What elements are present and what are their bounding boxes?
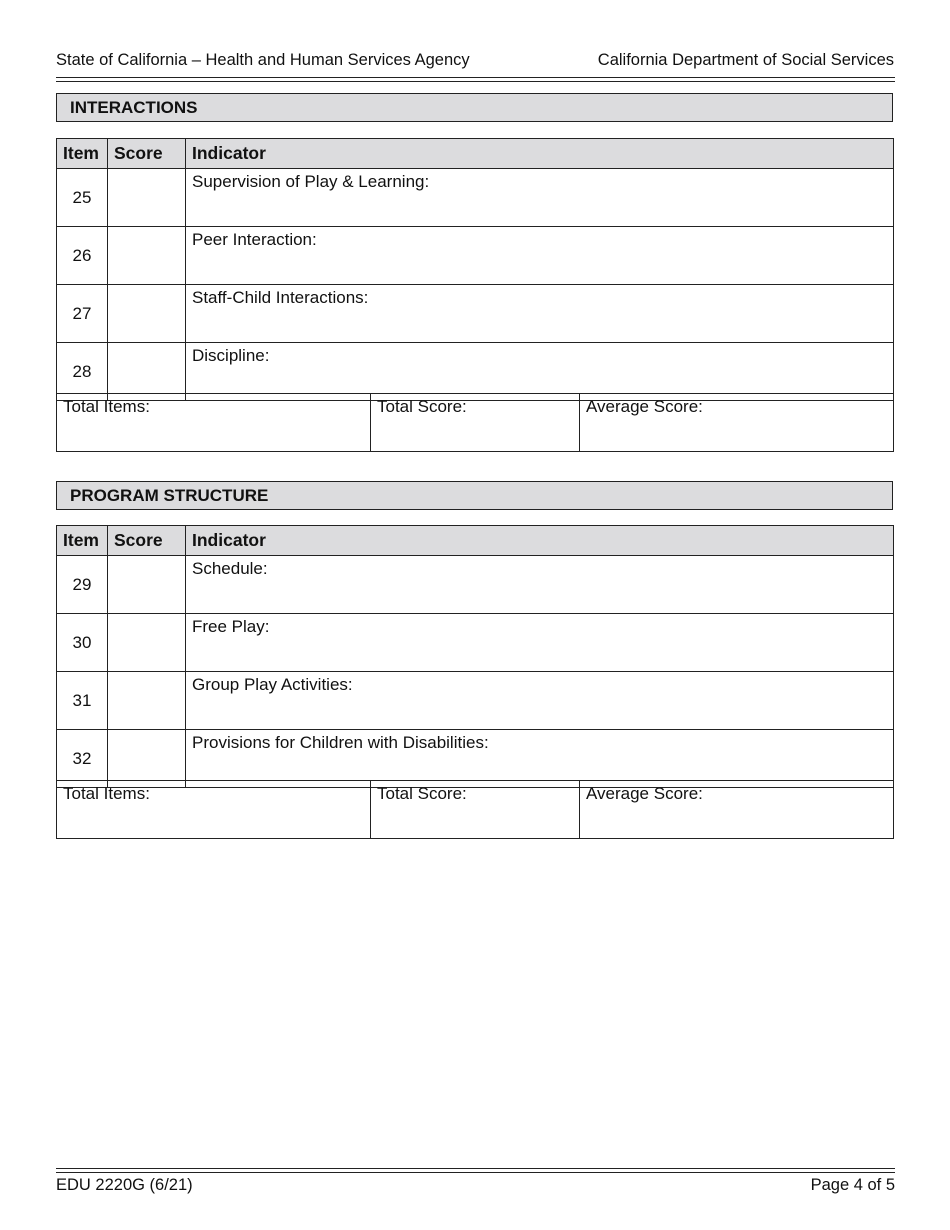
column-header-item: Item [57,139,108,169]
column-header-indicator: Indicator [186,526,894,556]
table-row [57,285,894,343]
indicator-field[interactable]: Group Play Activities: [186,672,894,730]
score-field[interactable] [108,169,186,227]
score-field[interactable] [108,672,186,730]
interactions-totals [56,393,894,452]
indicator-field[interactable]: Free Play: [186,614,894,672]
score-field[interactable] [108,730,186,788]
page-number: Page 4 of 5 [810,1176,895,1194]
table-row [57,343,894,401]
total-score-field[interactable]: Total Score: [371,781,580,839]
item-number: 29 [57,556,108,614]
average-score-field[interactable]: Average Score: [580,781,894,839]
table-row [57,169,894,227]
score-field[interactable] [108,285,186,343]
score-field[interactable] [108,614,186,672]
indicator-field[interactable]: Provisions for Children with Disabilities: [186,730,894,788]
header-rule [56,81,895,82]
table-row [57,672,894,730]
score-field[interactable] [108,343,186,401]
column-header-indicator: Indicator [186,139,894,169]
section-title-interactions: INTERACTIONS [56,93,893,122]
total-items-field[interactable]: Total Items: [57,781,371,839]
average-score-field[interactable]: Average Score: [580,394,894,452]
footer-rule [56,1168,895,1169]
header-agency: State of California – Health and Human Services Agency [56,51,470,69]
item-number: 27 [57,285,108,343]
page-header [56,51,894,70]
total-items-field[interactable]: Total Items: [57,394,371,452]
item-number: 31 [57,672,108,730]
item-number: 30 [57,614,108,672]
page-footer [56,1176,895,1195]
section-title-program-structure: PROGRAM STRUCTURE [56,481,893,510]
table-row [57,730,894,788]
program-structure-totals [56,780,894,839]
indicator-field[interactable]: Supervision of Play & Learning: [186,169,894,227]
header-rule [56,77,895,78]
program-structure-table [56,525,894,788]
table-row [57,614,894,672]
score-field[interactable] [108,227,186,285]
item-number: 28 [57,343,108,401]
column-header-score: Score [108,139,186,169]
interactions-table [56,138,894,401]
table-row [57,227,894,285]
total-score-field[interactable]: Total Score: [371,394,580,452]
table-row [57,556,894,614]
indicator-field[interactable]: Peer Interaction: [186,227,894,285]
header-department: California Department of Social Services [597,51,894,69]
indicator-field[interactable]: Discipline: [186,343,894,401]
footer-rule [56,1172,895,1173]
column-header-score: Score [108,526,186,556]
item-number: 26 [57,227,108,285]
score-field[interactable] [108,556,186,614]
item-number: 32 [57,730,108,788]
column-header-item: Item [57,526,108,556]
indicator-field[interactable]: Staff-Child Interactions: [186,285,894,343]
indicator-field[interactable]: Schedule: [186,556,894,614]
form-id: EDU 2220G (6/21) [56,1176,193,1194]
item-number: 25 [57,169,108,227]
